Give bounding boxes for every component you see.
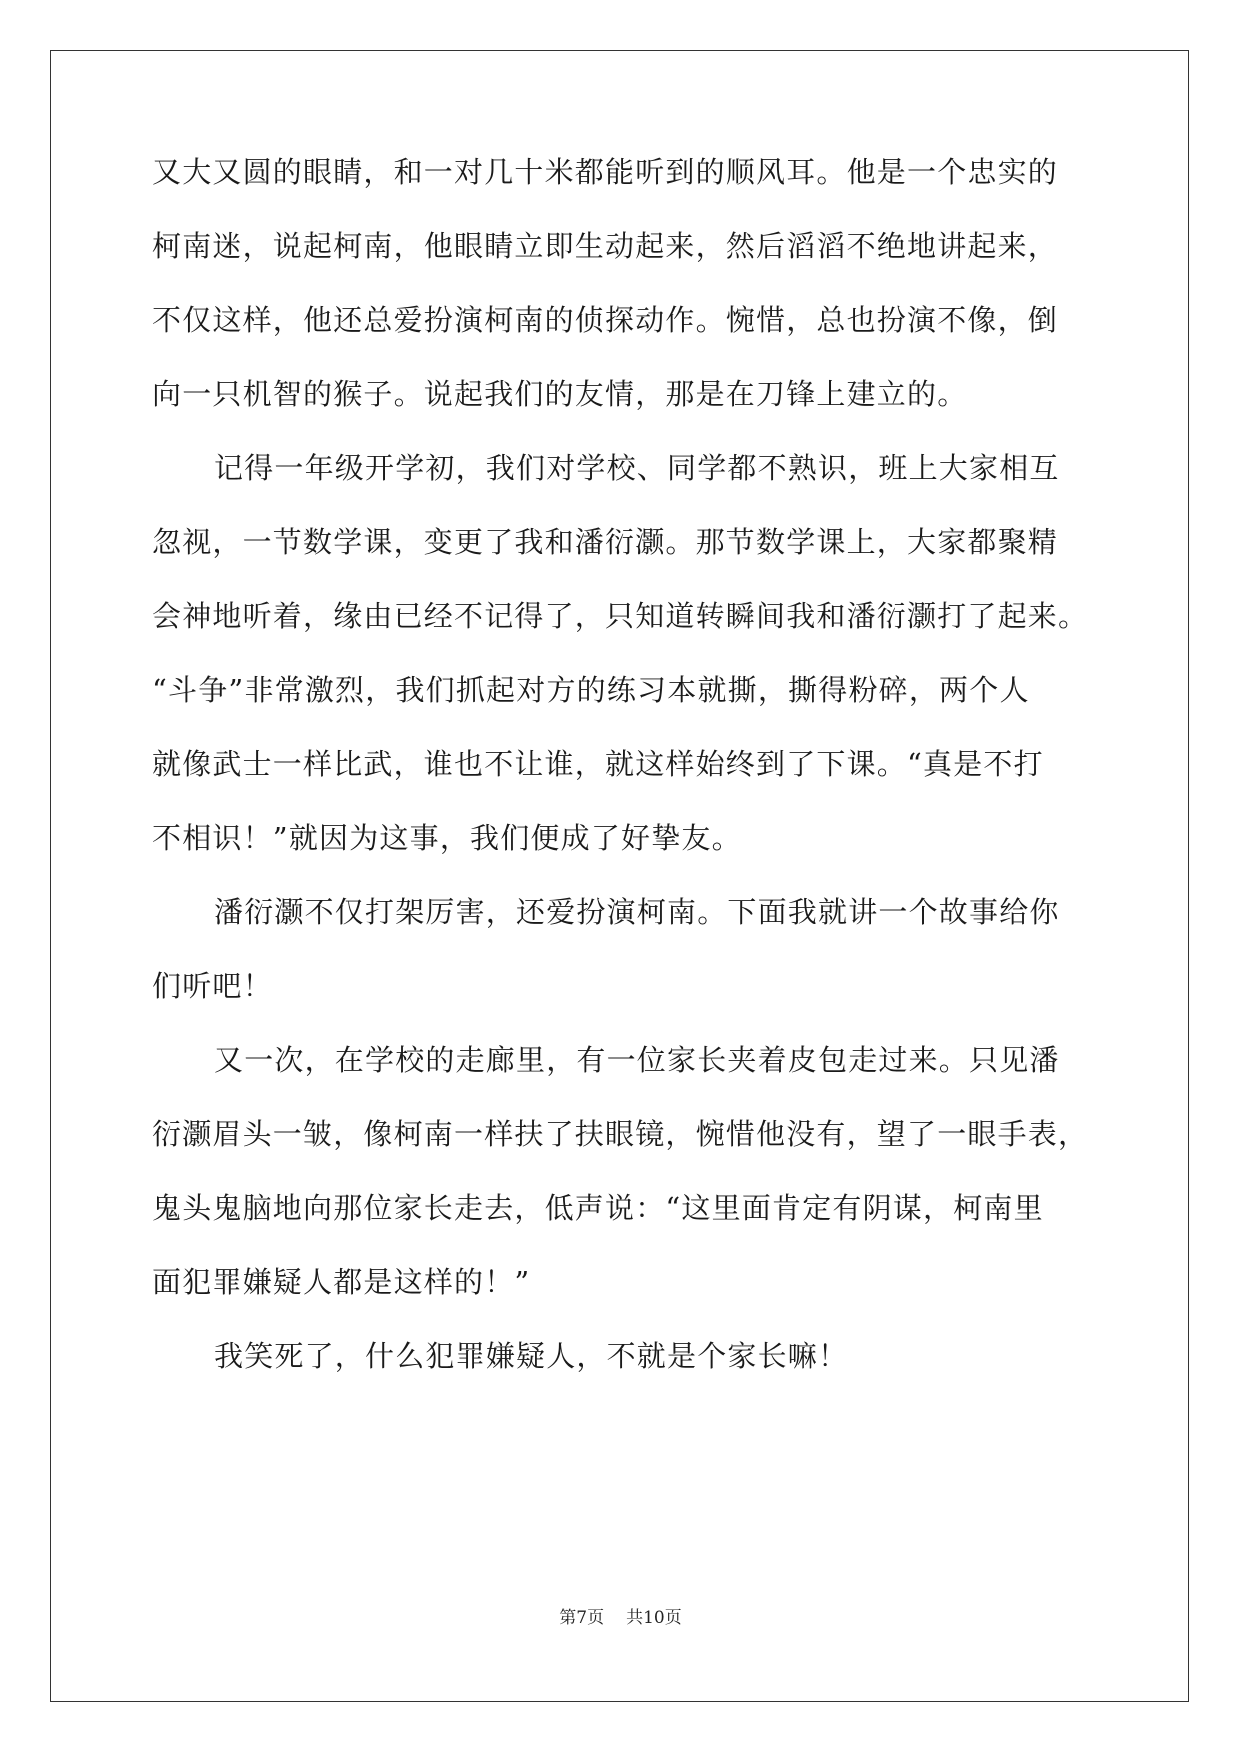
text-line: 不仅这样，他还总爱扮演柯南的侦探动作。惋惜，总也扮演不像，倒 [152,303,1059,337]
text-line: 就像武士一样比武，谁也不让谁，就这样始终到了下课。“真是不打 [152,747,1044,781]
text-line: 们听吧！ [152,969,273,1003]
page-footer [0,1608,1241,1628]
text-line: 会神地听着，缘由已经不记得了，只知道转瞬间我和潘衍灏打了起来。 [152,599,1089,633]
page-total: 共10页 [626,1608,682,1628]
paragraph-start-line: 我笑死了，什么犯罪嫌疑人，不就是个家长嘛！ [214,1339,849,1373]
paragraph-start-line: 记得一年级开学初，我们对学校、同学都不熟识，班上大家相互 [214,451,1060,485]
text-line: 衍灏眉头一皱，像柯南一样扶了扶眼镜，惋惜他没有，望了一眼手表， [152,1117,1089,1151]
text-line: 面犯罪嫌疑人都是这样的！” [152,1265,531,1299]
text-line: “斗争”非常激烈，我们抓起对方的练习本就撕，撕得粉碎，两个人 [152,673,1030,707]
text-line: 柯南迷，说起柯南，他眼睛立即生动起来，然后滔滔不绝地讲起来， [152,229,1059,263]
text-line: 不相识！”就因为这事，我们便成了好挚友。 [152,821,742,855]
text-line: 向一只机智的猴子。说起我们的友情，那是在刀锋上建立的。 [152,377,968,411]
text-line: 鬼头鬼脑地向那位家长走去，低声说：“这里面肯定有阴谋，柯南里 [152,1191,1044,1225]
text-line: 又大又圆的眼睛，和一对几十米都能听到的顺风耳。他是一个忠实的 [152,155,1059,189]
page-border [50,50,1189,1702]
paragraph-start-line: 潘衍灏不仅打架厉害，还爱扮演柯南。下面我就讲一个故事给你 [214,895,1060,929]
text-line: 忽视，一节数学课，变更了我和潘衍灏。那节数学课上，大家都聚精 [152,525,1059,559]
page-number: 第7页 [559,1608,605,1628]
paragraph-start-line: 又一次，在学校的走廊里，有一位家长夹着皮包走过来。只见潘 [214,1043,1060,1077]
